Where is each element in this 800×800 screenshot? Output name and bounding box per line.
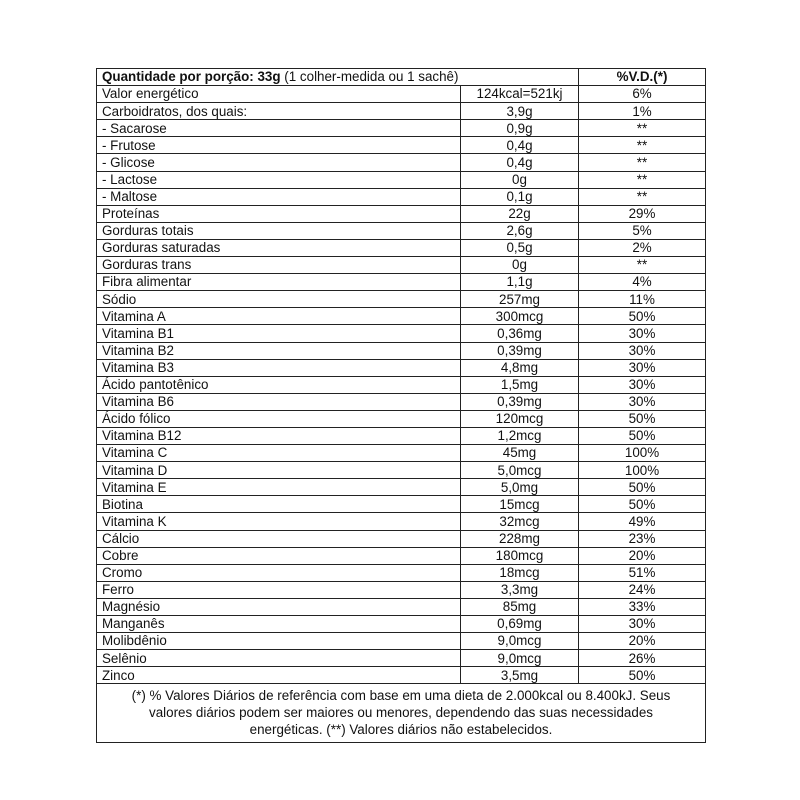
nutrient-name: Biotina [97, 496, 461, 513]
nutrient-row [97, 633, 706, 650]
nutrient-row [97, 598, 706, 615]
nutrient-amount: 1,1g [461, 274, 579, 291]
nutrient-daily-value: 51% [579, 564, 706, 581]
nutrient-row [97, 359, 706, 376]
nutrient-row [97, 222, 706, 239]
nutrient-daily-value: ** [579, 154, 706, 171]
nutrient-name: Vitamina B1 [97, 325, 461, 342]
nutrient-row [97, 410, 706, 427]
nutrient-amount: 0,5g [461, 239, 579, 256]
nutrient-amount: 32mcg [461, 513, 579, 530]
nutrient-row [97, 291, 706, 308]
nutrient-amount: 9,0mcg [461, 633, 579, 650]
nutrient-name: Cromo [97, 564, 461, 581]
nutrient-daily-value: 50% [579, 308, 706, 325]
nutrient-row [97, 479, 706, 496]
nutrient-daily-value: 50% [579, 479, 706, 496]
nutrient-name: Carboidratos, dos quais: [97, 103, 461, 120]
nutrient-amount: 1,5mg [461, 376, 579, 393]
nutrient-row [97, 325, 706, 342]
nutrient-name: Vitamina B12 [97, 427, 461, 444]
nutrient-name: - Frutose [97, 137, 461, 154]
nutrient-amount: 0,1g [461, 188, 579, 205]
nutrient-row [97, 513, 706, 530]
nutrient-name: Magnésio [97, 598, 461, 615]
nutrient-row [97, 257, 706, 274]
nutrient-name: Vitamina B3 [97, 359, 461, 376]
nutrient-daily-value: 20% [579, 547, 706, 564]
nutrient-row [97, 667, 706, 684]
nutrient-daily-value: ** [579, 257, 706, 274]
nutrient-name: Gorduras saturadas [97, 239, 461, 256]
nutrient-amount: 18mcg [461, 564, 579, 581]
nutrient-name: - Sacarose [97, 120, 461, 137]
nutrient-amount: 120mcg [461, 410, 579, 427]
nutrient-amount: 0g [461, 257, 579, 274]
nutrient-daily-value: 11% [579, 291, 706, 308]
nutrient-name: Ferro [97, 581, 461, 598]
nutrient-name: - Maltose [97, 188, 461, 205]
nutrient-daily-value: 30% [579, 616, 706, 633]
nutrient-row [97, 616, 706, 633]
nutrient-name: Cálcio [97, 530, 461, 547]
nutrient-row [97, 103, 706, 120]
nutrient-row [97, 342, 706, 359]
nutrient-amount: 3,5mg [461, 667, 579, 684]
nutrient-name: Vitamina D [97, 462, 461, 479]
nutrient-name: Vitamina E [97, 479, 461, 496]
serving-size-label: Quantidade por porção: 33g [102, 69, 281, 85]
nutrient-daily-value: ** [579, 171, 706, 188]
nutrient-daily-value: 30% [579, 325, 706, 342]
nutrient-amount: 0,39mg [461, 393, 579, 410]
nutrient-name: Gorduras trans [97, 257, 461, 274]
nutrient-row [97, 120, 706, 137]
nutrient-daily-value: 2% [579, 239, 706, 256]
nutrient-row [97, 205, 706, 222]
nutrient-daily-value: 23% [579, 530, 706, 547]
nutrient-daily-value: 26% [579, 650, 706, 667]
nutrient-daily-value: 24% [579, 581, 706, 598]
nutrient-amount: 0,4g [461, 137, 579, 154]
nutrient-amount: 1,2mcg [461, 427, 579, 444]
nutrient-daily-value: 30% [579, 359, 706, 376]
nutrient-amount: 22g [461, 205, 579, 222]
table-header-row [97, 69, 706, 86]
nutrient-amount: 0,39mg [461, 342, 579, 359]
nutrient-amount: 0,4g [461, 154, 579, 171]
nutrient-amount: 0,9g [461, 120, 579, 137]
nutrient-row [97, 530, 706, 547]
nutrient-name: Sódio [97, 291, 461, 308]
nutrient-row [97, 188, 706, 205]
nutrient-amount: 45mg [461, 445, 579, 462]
nutrition-facts-table [96, 68, 706, 743]
nutrient-row [97, 496, 706, 513]
nutrient-amount: 180mcg [461, 547, 579, 564]
nutrient-daily-value: 1% [579, 103, 706, 120]
nutrient-amount: 0g [461, 171, 579, 188]
nutrient-amount: 124kcal=521kj [461, 86, 579, 103]
nutrient-name: Gorduras totais [97, 222, 461, 239]
serving-size-header [97, 69, 579, 86]
nutrient-row [97, 274, 706, 291]
nutrient-name: Vitamina A [97, 308, 461, 325]
nutrient-daily-value: 5% [579, 222, 706, 239]
nutrient-row [97, 376, 706, 393]
nutrient-name: - Glicose [97, 154, 461, 171]
nutrient-daily-value: 4% [579, 274, 706, 291]
nutrient-name: Ácido pantotênico [97, 376, 461, 393]
nutrient-name: Proteínas [97, 205, 461, 222]
nutrient-row [97, 239, 706, 256]
nutrient-name: Molibdênio [97, 633, 461, 650]
nutrient-daily-value: 33% [579, 598, 706, 615]
nutrient-amount: 3,3mg [461, 581, 579, 598]
footnote-line: valores diários podem ser maiores ou menores, dependendo das suas necessidades [149, 705, 653, 721]
nutrient-row [97, 308, 706, 325]
nutrient-rows [97, 86, 706, 684]
nutrient-daily-value: 30% [579, 376, 706, 393]
nutrient-daily-value: 50% [579, 667, 706, 684]
nutrient-daily-value: ** [579, 188, 706, 205]
nutrient-row [97, 393, 706, 410]
nutrient-row [97, 137, 706, 154]
nutrient-row [97, 547, 706, 564]
nutrient-daily-value: 30% [579, 342, 706, 359]
nutrient-amount: 9,0mcg [461, 650, 579, 667]
nutrient-name: Manganês [97, 616, 461, 633]
nutrient-daily-value: ** [579, 120, 706, 137]
nutrient-row [97, 171, 706, 188]
nutrient-amount: 228mg [461, 530, 579, 547]
nutrient-row [97, 581, 706, 598]
nutrient-amount: 2,6g [461, 222, 579, 239]
footnote [97, 684, 706, 743]
daily-value-header: %V.D.(*) [579, 69, 706, 86]
nutrient-name: - Lactose [97, 171, 461, 188]
nutrient-amount: 300mcg [461, 308, 579, 325]
nutrient-amount: 0,36mg [461, 325, 579, 342]
nutrient-daily-value: 50% [579, 496, 706, 513]
nutrient-amount: 3,9g [461, 103, 579, 120]
nutrient-row [97, 154, 706, 171]
nutrient-amount: 4,8mg [461, 359, 579, 376]
nutrient-daily-value: 100% [579, 462, 706, 479]
nutrient-name: Ácido fólico [97, 410, 461, 427]
nutrient-daily-value: ** [579, 137, 706, 154]
nutrient-name: Fibra alimentar [97, 274, 461, 291]
nutrient-row [97, 86, 706, 103]
nutrient-amount: 85mg [461, 598, 579, 615]
nutrient-row [97, 445, 706, 462]
nutrient-amount: 257mg [461, 291, 579, 308]
nutrient-name: Cobre [97, 547, 461, 564]
nutrient-daily-value: 30% [579, 393, 706, 410]
footnote-line: energéticas. (**) Valores diários não estabelecidos. [249, 722, 553, 738]
nutrient-name: Vitamina C [97, 445, 461, 462]
nutrient-name: Vitamina B2 [97, 342, 461, 359]
nutrient-row [97, 650, 706, 667]
nutrient-daily-value: 50% [579, 410, 706, 427]
nutrient-daily-value: 6% [579, 86, 706, 103]
nutrient-amount: 5,0mcg [461, 462, 579, 479]
nutrient-row [97, 564, 706, 581]
nutrient-amount: 5,0mg [461, 479, 579, 496]
nutrient-name: Zinco [97, 667, 461, 684]
nutrient-daily-value: 20% [579, 633, 706, 650]
nutrient-daily-value: 29% [579, 205, 706, 222]
nutrient-name: Vitamina K [97, 513, 461, 530]
footnote-row [97, 684, 706, 743]
nutrient-amount: 15mcg [461, 496, 579, 513]
nutrient-name: Vitamina B6 [97, 393, 461, 410]
nutrient-amount: 0,69mg [461, 616, 579, 633]
nutrient-daily-value: 49% [579, 513, 706, 530]
nutrient-row [97, 427, 706, 444]
nutrient-name: Selênio [97, 650, 461, 667]
nutrient-name: Valor energético [97, 86, 461, 103]
nutrient-daily-value: 100% [579, 445, 706, 462]
nutrient-row [97, 462, 706, 479]
footnote-line: (*) % Valores Diários de referência com base em uma dieta de 2.000kcal ou 8.400kJ. Seus [131, 688, 671, 704]
nutrient-daily-value: 50% [579, 427, 706, 444]
serving-size-detail: (1 colher-medida ou 1 sachê) [280, 69, 459, 85]
